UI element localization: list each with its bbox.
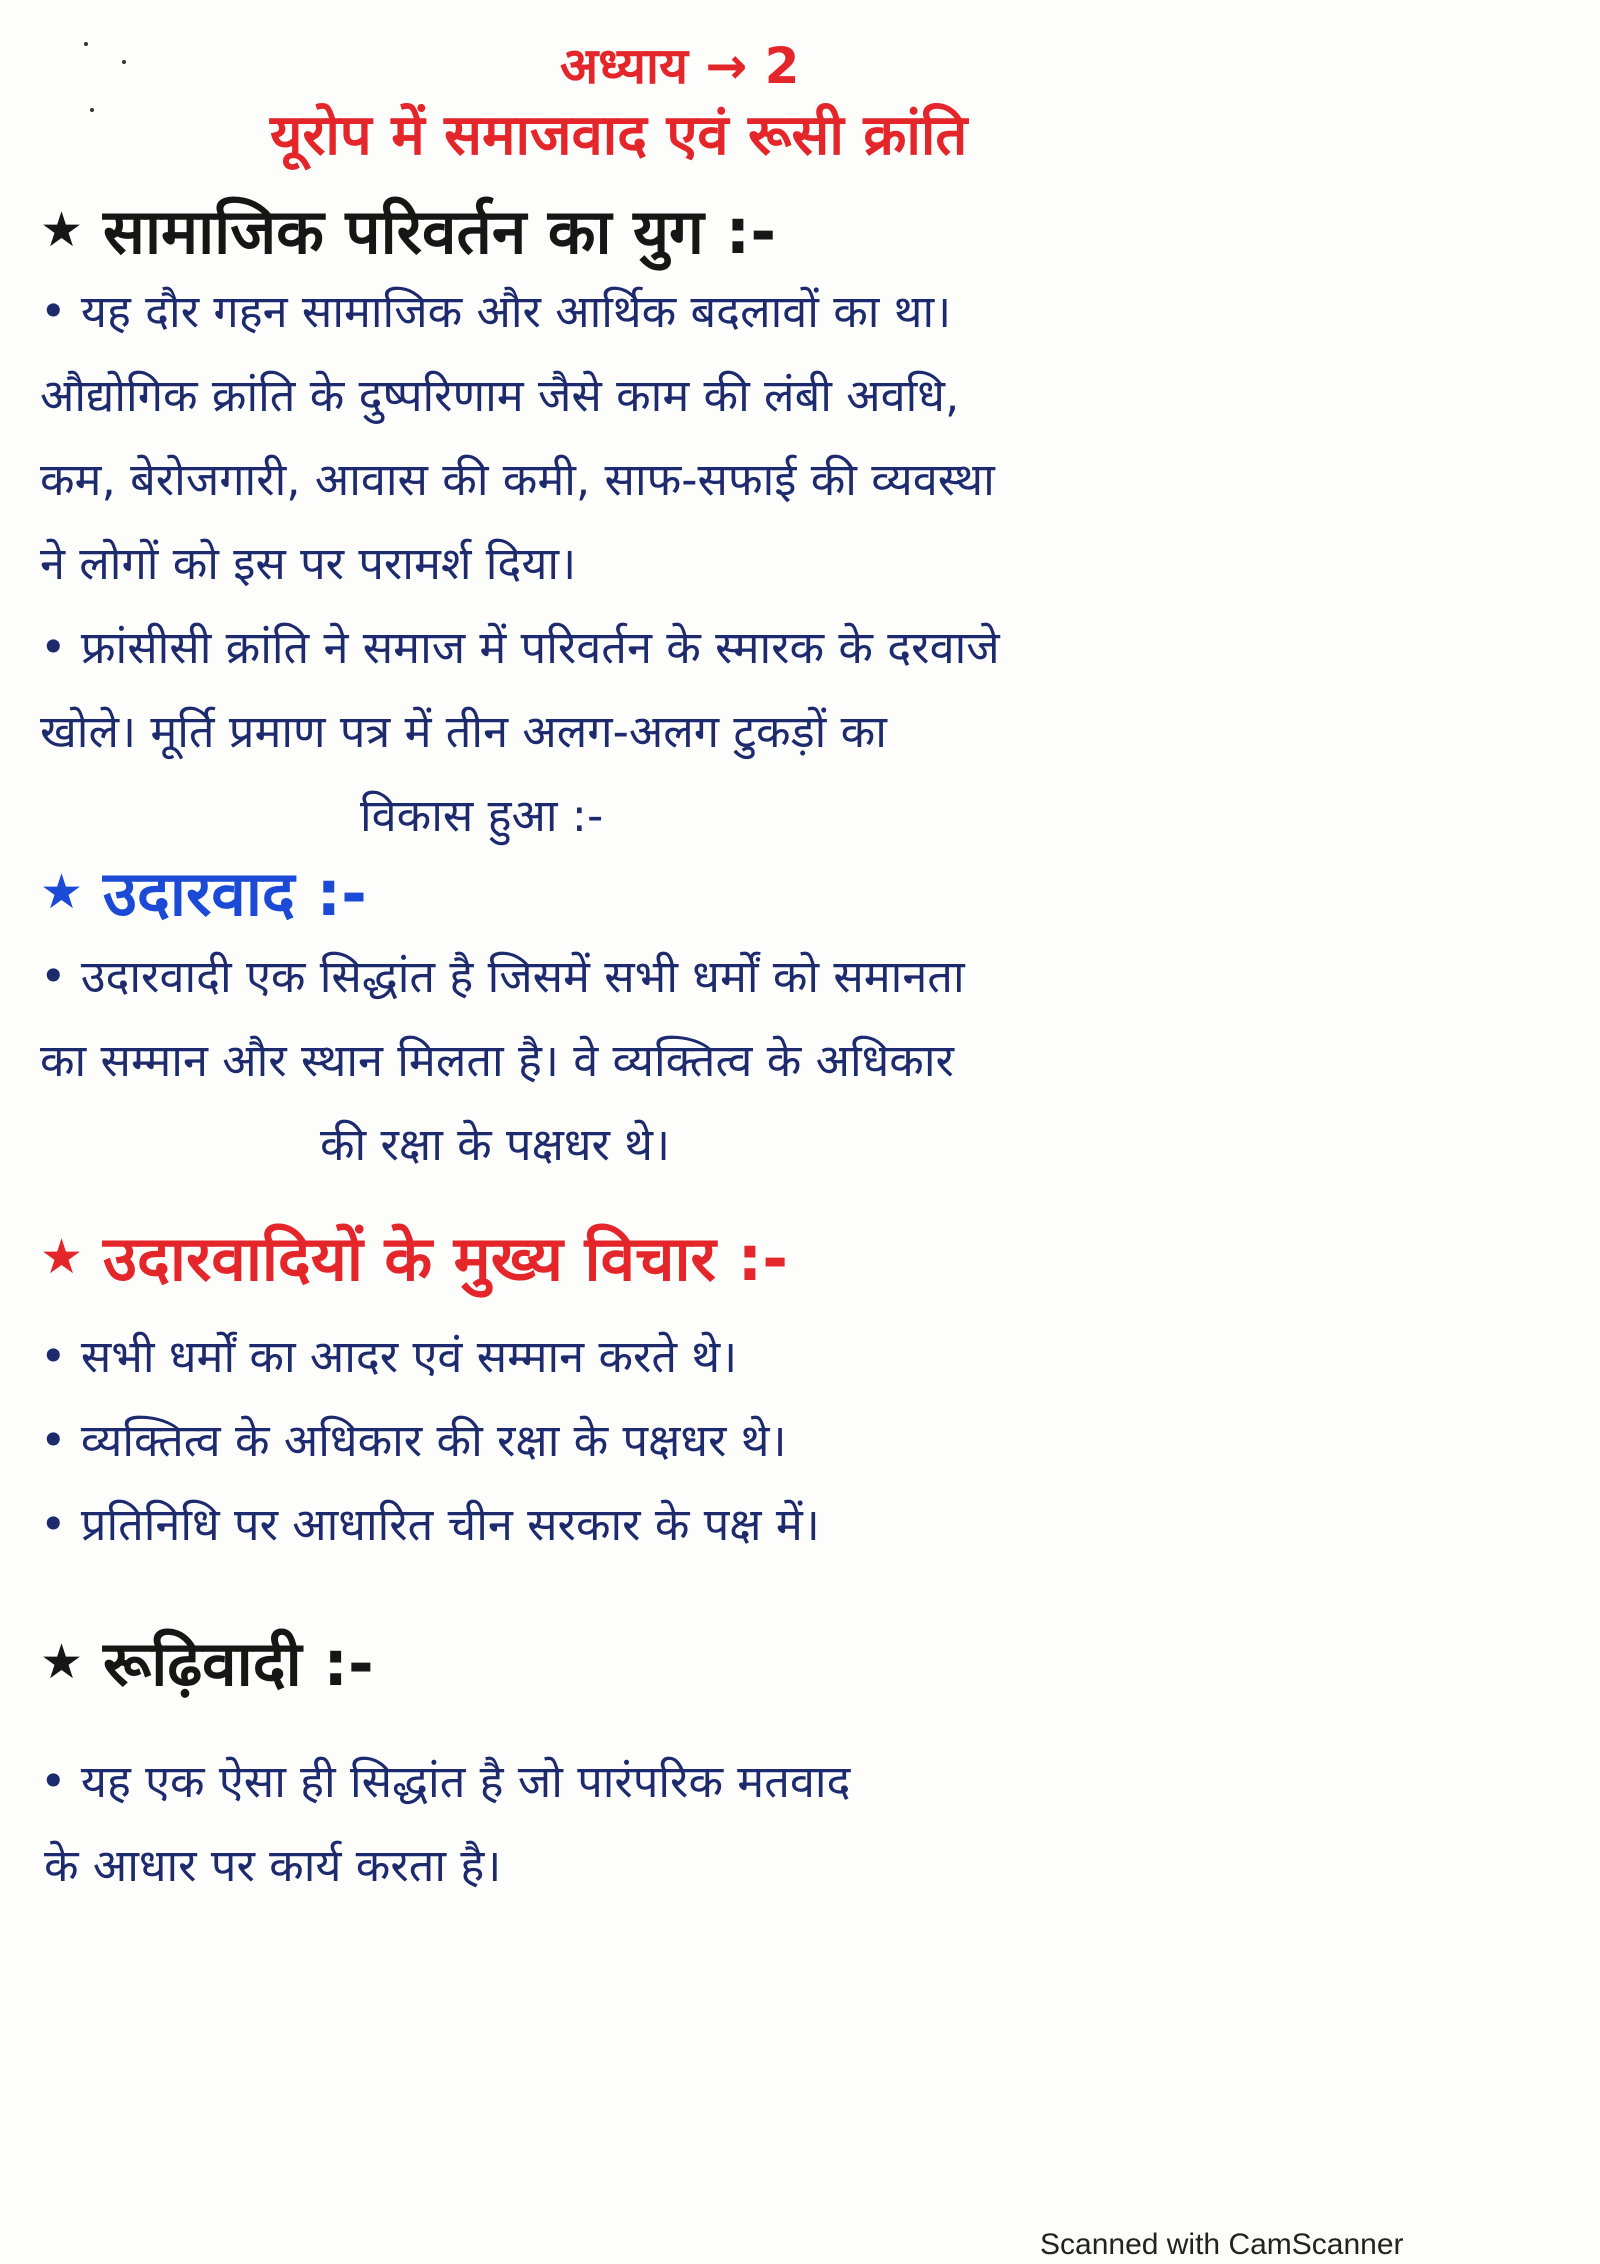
- star-icon: ★: [40, 1229, 84, 1285]
- list-item: • व्यक्तित्व के अधिकार की रक्षा के पक्षधर थे।: [40, 1414, 787, 1467]
- text-line: • यह एक ऐसा ही सिद्धांत है जो पारंपरिक मतवाद: [40, 1755, 851, 1808]
- section-heading-liberalism: [40, 850, 367, 934]
- section-heading-text: उदारवादियों के मुख्य विचार :-: [103, 1222, 788, 1295]
- section-heading-conservatism: [40, 1620, 374, 1704]
- section-body-social-change: [40, 270, 1560, 858]
- text-line: • उदारवादी एक सिद्धांत है जिसमें सभी धर्मों को समानता: [40, 950, 965, 1003]
- star-icon: ★: [40, 1634, 84, 1690]
- text-line: की रक्षा के पक्षधर थे।: [320, 1118, 671, 1171]
- section-heading-liberal-ideas: [40, 1215, 788, 1299]
- page-title: यूरोप में समाजवाद एवं रूसी क्रांति: [270, 103, 968, 168]
- section-body-liberal-ideas: [40, 1315, 1560, 1567]
- section-heading-text: उदारवाद :-: [103, 857, 367, 930]
- text-line: खोले। मूर्ति प्रमाण पत्र में तीन अलग-अलग टुकड़ों का: [40, 705, 887, 758]
- ink-speck: [84, 42, 88, 46]
- text-line: ने लोगों को इस पर परामर्श दिया।: [40, 537, 577, 590]
- ink-speck: [90, 108, 94, 112]
- list-item: • प्रतिनिधि पर आधारित चीन सरकार के पक्ष में।: [40, 1498, 820, 1551]
- section-heading-text: रूढ़िवादी :-: [103, 1627, 374, 1700]
- ink-speck: [122, 60, 126, 64]
- text-line: के आधार पर कार्य करता है।: [44, 1839, 502, 1892]
- text-line: का सम्मान और स्थान मिलता है। वे व्यक्तित्व के अधिकार: [40, 1034, 954, 1087]
- scanner-watermark: Scanned with CamScanner: [1040, 2228, 1404, 2261]
- text-line: विकास हुआ :-: [360, 789, 604, 842]
- text-line: औद्योगिक क्रांति के दुष्परिणाम जैसे काम की लंबी अवधि,: [40, 369, 960, 422]
- text-line: • यह दौर गहन सामाजिक और आर्थिक बदलावों का था।: [40, 285, 952, 338]
- section-heading-text: सामाजिक परिवर्तन का युग :-: [103, 195, 777, 268]
- chapter-number: अध्याय → 2: [560, 37, 800, 95]
- section-heading-social-change: [40, 188, 776, 272]
- section-body-liberalism: [40, 935, 1560, 1187]
- text-line: कम, बेरोजगारी, आवास की कमी, साफ-सफाई की व्यवस्था: [40, 453, 995, 506]
- text-line: • फ्रांसीसी क्रांति ने समाज में परिवर्तन के स्मारक के दरवाजे: [40, 621, 1000, 674]
- list-item: • सभी धर्मों का आदर एवं सम्मान करते थे।: [40, 1330, 738, 1383]
- star-icon: ★: [40, 864, 84, 920]
- section-body-conservatism: [40, 1740, 1560, 1908]
- star-icon: ★: [40, 202, 84, 258]
